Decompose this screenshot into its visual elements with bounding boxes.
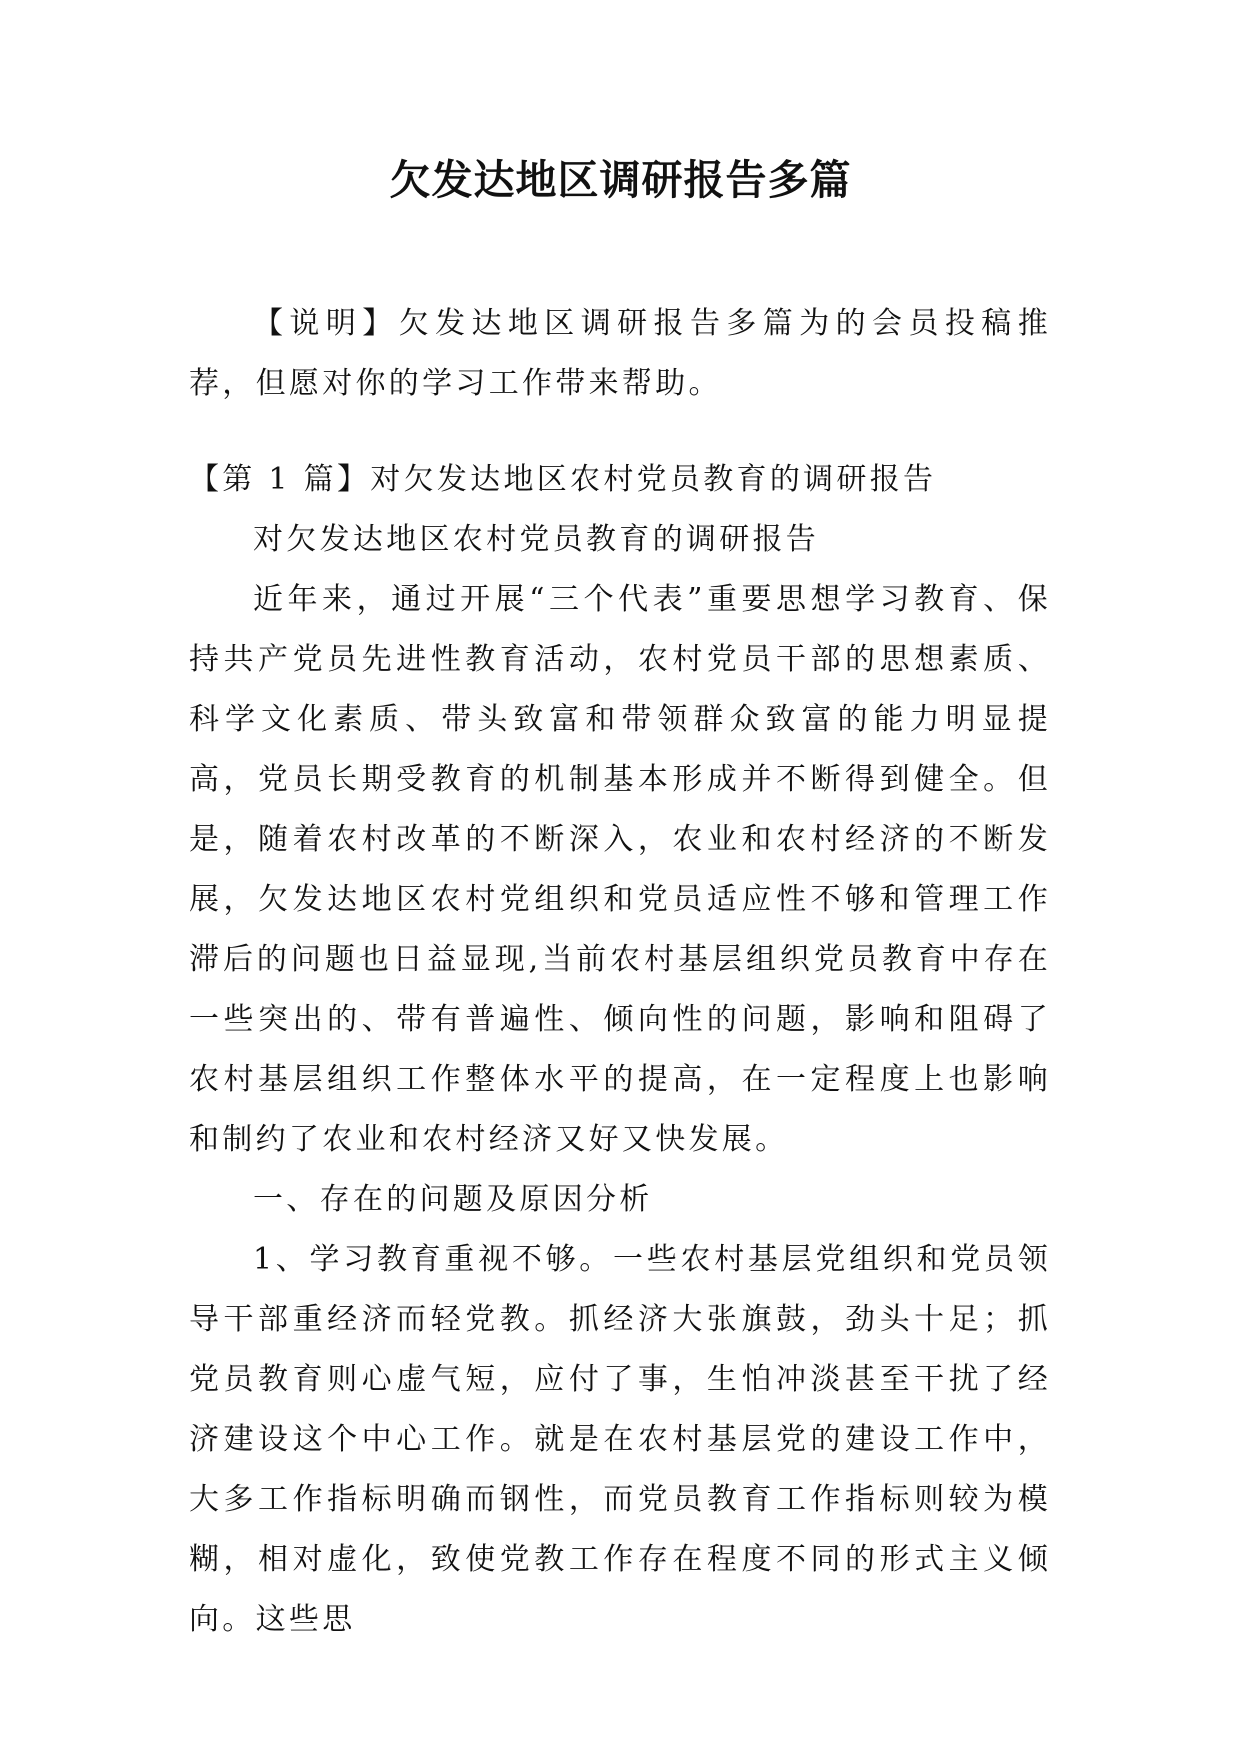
document-title: 欠发达地区调研报告多篇	[389, 156, 852, 204]
intro-paragraph: 【说明】欠发达地区调研报告多篇为的会员投稿推荐，但愿对你的学习工作带来帮助。	[189, 306, 1051, 401]
document-body	[189, 294, 1051, 1650]
article-subtitle: 对欠发达地区农村党员教育的调研报告	[253, 522, 820, 557]
body-paragraph-1: 近年来，通过开展“三个代表”重要思想学习教育、保持共产党员先进性教育活动，农村党员干部的思想素质、科学文化素质、带头致富和带领群众致富的能力明显提高，党员长期受教育的机制基本形成并不断得到健全。但是，随着农村改革的不断深入，农业和农村经济的不断发展，欠发达地区农村党组织和党员适应性不够和管理工作滞后的问题也日益显现,当前农村基层组织党员教育中存在一些突出的、带有普遍性、倾向性的问题，影响和阻碍了农村基层组织工作整体水平的提高，在一定程度上也影响和制约了农业和农村经济又好又快发展。	[189, 582, 1051, 1157]
article-heading: 【第 1 篇】对欠发达地区农村党员教育的调研报告	[189, 462, 937, 497]
section-heading-1: 一、存在的问题及原因分析	[253, 1182, 653, 1217]
spacer	[189, 414, 1051, 450]
body-paragraph-2: 1、学习教育重视不够。一些农村基层党组织和党员领导干部重经济而轻党教。抓经济大张旗鼓，劲头十足；抓党员教育则心虚气短，应付了事，生怕冲淡甚至干扰了经济建设这个中心工作。就是在农村基层党的建设工作中，大多工作指标明确而钢性，而党员教育工作指标则较为模糊，相对虚化，致使党教工作存在程度不同的形式主义倾向。这些思	[189, 1242, 1051, 1637]
